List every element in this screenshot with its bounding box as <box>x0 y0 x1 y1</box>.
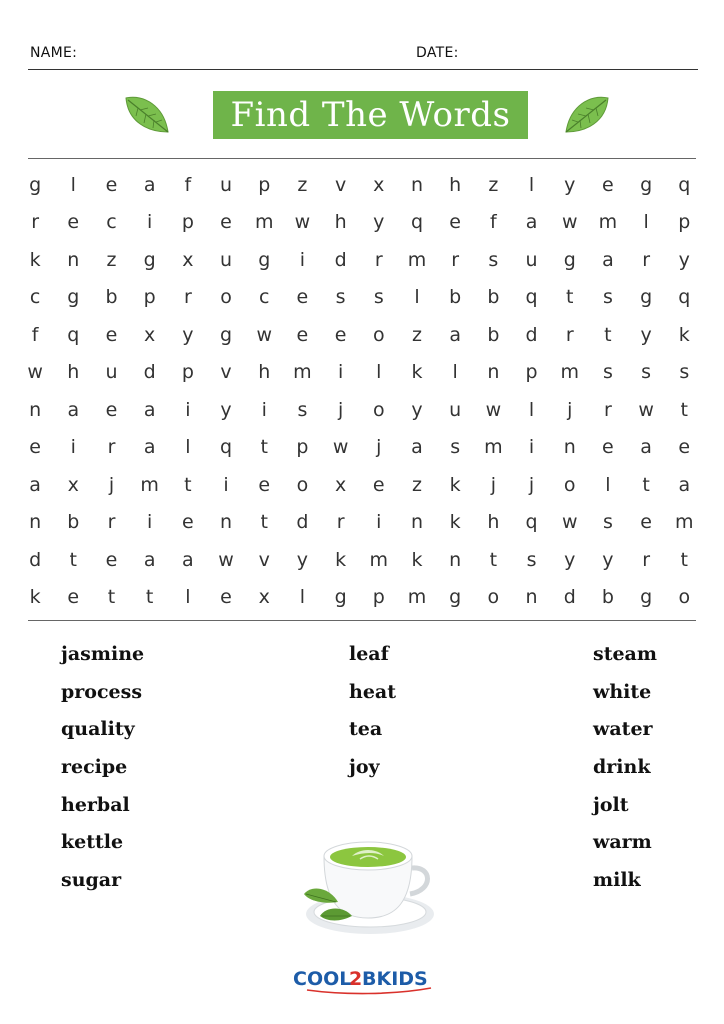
grid-letter: f <box>31 323 39 346</box>
grid-letter: s <box>526 548 537 571</box>
grid-letter: r <box>31 211 39 234</box>
grid-letter: g <box>449 586 462 609</box>
grid-letter: n <box>487 361 500 384</box>
grid-row <box>16 466 706 504</box>
grid-letter: a <box>449 323 461 346</box>
grid-letter: y <box>678 248 690 271</box>
grid-letter: e <box>105 323 118 346</box>
grid-letter: l <box>299 586 306 609</box>
grid-letter: m <box>560 361 579 384</box>
grid-letter: w <box>27 361 43 384</box>
grid-letter: l <box>414 286 420 309</box>
grid-letter: w <box>218 548 234 571</box>
word-search-grid <box>16 166 706 616</box>
grid-row <box>16 166 706 204</box>
grid-letter: d <box>296 511 309 534</box>
word-list-item: leaf <box>349 643 389 665</box>
grid-letter: p <box>372 586 385 609</box>
grid-letter: u <box>220 248 233 271</box>
grid-letter: z <box>411 473 422 496</box>
grid-letter: h <box>334 211 347 234</box>
grid-letter: l <box>605 473 611 496</box>
grid-letter: e <box>67 211 80 234</box>
grid-letter: i <box>223 473 229 496</box>
grid-letter: f <box>489 211 497 234</box>
grid-letter: d <box>525 323 538 346</box>
grid-letter: l <box>185 436 191 459</box>
grid-letter: t <box>680 548 688 571</box>
grid-letter: q <box>678 286 691 309</box>
word-list-item: tea <box>349 718 383 741</box>
grid-letter: i <box>261 398 267 421</box>
grid-letter: a <box>29 473 41 496</box>
leaf-icon-left <box>122 92 172 138</box>
grid-letter: r <box>565 323 574 346</box>
grid-letter: e <box>258 473 271 496</box>
grid-letter: k <box>29 248 41 271</box>
grid-letter: g <box>640 586 653 609</box>
leaf-icon-right <box>562 92 612 138</box>
grid-letter: l <box>643 211 649 234</box>
word-list-item: white <box>593 680 652 703</box>
grid-letter: x <box>182 248 194 271</box>
grid-letter: s <box>602 361 613 384</box>
grid-letter: k <box>411 361 423 384</box>
grid-letter: q <box>525 511 538 534</box>
grid-letter: n <box>525 586 538 609</box>
grid-letter: u <box>449 398 462 421</box>
grid-letter: h <box>67 361 80 384</box>
grid-letter: c <box>106 211 117 234</box>
grid-letter: w <box>256 323 272 346</box>
grid-letter: p <box>181 361 194 384</box>
grid-letter: j <box>490 473 496 496</box>
grid-letter: b <box>487 286 500 309</box>
grid-letter: r <box>336 511 345 534</box>
grid-letter: x <box>258 586 270 609</box>
grid-letter: l <box>376 361 382 384</box>
grid-letter: x <box>67 473 79 496</box>
grid-letter: m <box>140 473 159 496</box>
grid-letter: a <box>525 211 538 234</box>
grid-letter: k <box>335 548 347 571</box>
grid-letter: y <box>640 323 652 346</box>
grid-letter: j <box>567 398 573 421</box>
word-list-item: herbal <box>61 793 130 816</box>
grid-letter: i <box>147 511 153 534</box>
grid-row <box>16 391 706 429</box>
grid-letter: e <box>29 436 41 459</box>
grid-letter: p <box>143 286 156 309</box>
grid-letter: p <box>296 436 309 459</box>
grid-letter: l <box>528 398 535 421</box>
grid-letter: p <box>258 173 271 196</box>
header-line <box>28 45 698 70</box>
grid-letter: e <box>449 211 461 234</box>
grid-letter: u <box>220 173 233 196</box>
grid-letter: r <box>107 436 116 459</box>
word-list-item: milk <box>593 869 641 892</box>
grid-letter: a <box>67 398 80 421</box>
grid-letter: i <box>185 398 191 421</box>
grid-letter: o <box>678 586 691 609</box>
grid-letter: e <box>105 548 118 571</box>
grid-letter: w <box>332 436 349 459</box>
grid-letter: g <box>334 586 347 609</box>
grid-letter: d <box>334 248 347 271</box>
grid-row <box>16 354 706 392</box>
grid-letter: y <box>296 548 309 571</box>
grid-letter: p <box>181 211 194 234</box>
grid-letter: a <box>640 436 652 459</box>
grid-letter: b <box>105 286 118 309</box>
grid-letter: s <box>450 436 461 459</box>
grid-row <box>16 429 706 467</box>
grid-letter: m <box>598 211 618 234</box>
grid-letter: a <box>143 436 156 459</box>
grid-letter: e <box>678 436 691 459</box>
grid-letter: h <box>449 173 462 196</box>
grid-letter: e <box>105 398 118 421</box>
grid-letter: u <box>105 361 118 384</box>
grid-letter: v <box>258 548 270 571</box>
grid-letter: t <box>260 436 268 459</box>
grid-letter: c <box>29 286 41 309</box>
grid-letter: a <box>143 548 156 571</box>
grid-letter: s <box>679 361 690 384</box>
grid-bottom-rule <box>28 620 696 621</box>
grid-letter: r <box>642 248 650 271</box>
word-list-item: drink <box>593 756 651 779</box>
grid-letter: g <box>220 323 233 346</box>
grid-letter: i <box>147 211 153 234</box>
grid-row <box>16 241 706 279</box>
grid-letter: i <box>70 436 76 459</box>
grid-letter: w <box>294 211 311 234</box>
grid-letter: k <box>411 548 423 571</box>
grid-letter: y <box>220 398 232 421</box>
grid-row <box>16 504 706 542</box>
word-list-item: kettle <box>61 831 124 854</box>
grid-letter: a <box>182 548 194 571</box>
grid-letter: s <box>602 286 613 309</box>
grid-letter: m <box>407 586 427 609</box>
grid-letter: s <box>641 361 652 384</box>
name-label: NAME: <box>30 45 78 61</box>
grid-letter: l <box>452 361 458 384</box>
grid-letter: y <box>182 323 194 346</box>
grid-letter: w <box>638 398 654 421</box>
grid-letter: a <box>143 173 156 196</box>
grid-letter: v <box>334 173 347 196</box>
grid-letter: a <box>143 398 156 421</box>
word-list-item: jasmine <box>61 643 145 665</box>
grid-letter: e <box>220 211 232 234</box>
grid-letter: v <box>220 361 232 384</box>
grid-letter: e <box>640 511 652 534</box>
grid-letter: b <box>487 323 500 346</box>
grid-letter: s <box>297 398 308 421</box>
svg-text:2: 2 <box>349 968 363 990</box>
word-list-item: steam <box>593 643 657 665</box>
grid-letter: t <box>184 473 192 496</box>
grid-letter: k <box>29 586 41 609</box>
grid-letter: y <box>564 548 576 571</box>
word-list-item: warm <box>593 831 652 854</box>
grid-letter: e <box>602 173 614 196</box>
grid-letter: f <box>184 173 192 196</box>
grid-letter: r <box>451 248 460 271</box>
grid-letter: q <box>525 286 538 309</box>
grid-letter: a <box>602 248 614 271</box>
grid-letter: e <box>296 286 309 309</box>
grid-letter: g <box>29 173 42 196</box>
cool2bkids-logo <box>293 963 443 995</box>
word-list-item: recipe <box>61 756 128 779</box>
grid-letter: e <box>602 436 614 459</box>
grid-letter: t <box>680 398 688 421</box>
grid-letter: y <box>373 211 385 234</box>
grid-letter: g <box>258 248 271 271</box>
grid-letter: g <box>143 248 156 271</box>
grid-letter: n <box>67 248 80 271</box>
grid-letter: m <box>369 548 389 571</box>
date-label: DATE: <box>416 45 459 61</box>
grid-letter: m <box>675 511 694 534</box>
word-list-col3 <box>593 641 657 905</box>
grid-letter: s <box>488 248 499 271</box>
grid-letter: t <box>107 586 116 609</box>
word-list-item: quality <box>61 718 135 741</box>
grid-letter: k <box>678 323 690 346</box>
grid-letter: d <box>563 586 576 609</box>
grid-letter: b <box>67 511 80 534</box>
grid-letter: k <box>449 473 461 496</box>
grid-letter: a <box>678 473 691 496</box>
word-list-item: sugar <box>61 869 122 892</box>
grid-letter: m <box>407 248 427 271</box>
word-list-item: joy <box>349 756 380 779</box>
grid-letter: n <box>410 511 423 534</box>
grid-letter: x <box>144 323 156 346</box>
svg-text:COOL: COOL <box>293 968 352 990</box>
grid-letter: w <box>485 398 502 421</box>
grid-letter: g <box>563 248 576 271</box>
grid-letter: k <box>449 511 461 534</box>
word-list-item: process <box>61 680 143 703</box>
grid-letter: p <box>525 361 538 384</box>
grid-letter: p <box>678 211 691 234</box>
grid-letter: m <box>293 361 312 384</box>
grid-letter: m <box>254 211 274 234</box>
grid-letter: e <box>181 511 194 534</box>
grid-letter: o <box>220 286 232 309</box>
grid-row <box>16 204 706 242</box>
grid-letter: j <box>337 398 344 421</box>
grid-letter: m <box>484 436 503 459</box>
grid-letter: l <box>528 173 535 196</box>
grid-letter: n <box>29 398 42 421</box>
grid-letter: d <box>29 548 42 571</box>
grid-letter: t <box>489 548 498 571</box>
grid-letter: r <box>604 398 612 421</box>
grid-letter: w <box>561 211 578 234</box>
grid-letter: r <box>374 248 383 271</box>
grid-letter: g <box>67 286 80 309</box>
grid-letter: g <box>640 286 653 309</box>
grid-letter: r <box>107 511 116 534</box>
grid-letter: s <box>602 511 613 534</box>
grid-letter: y <box>564 173 576 196</box>
grid-letter: z <box>297 173 308 196</box>
grid-letter: b <box>601 586 614 609</box>
grid-letter: r <box>642 548 650 571</box>
word-list-col2 <box>349 641 396 792</box>
grid-letter: n <box>29 511 42 534</box>
grid-letter: u <box>525 248 538 271</box>
grid-top-rule <box>28 158 696 159</box>
grid-letter: x <box>373 173 385 196</box>
grid-letter: e <box>67 586 80 609</box>
grid-row <box>16 541 706 579</box>
grid-letter: n <box>563 436 576 459</box>
grid-letter: o <box>563 473 576 496</box>
grid-row <box>16 279 706 317</box>
grid-letter: w <box>561 511 578 534</box>
grid-letter: h <box>487 511 500 534</box>
grid-letter: x <box>334 473 347 496</box>
grid-letter: j <box>528 473 535 496</box>
matcha-cup-icon <box>290 832 440 942</box>
grid-letter: q <box>67 323 80 346</box>
svg-text:BKIDS: BKIDS <box>362 968 428 990</box>
grid-letter: y <box>602 548 614 571</box>
grid-row <box>16 316 706 354</box>
grid-letter: e <box>220 586 232 609</box>
grid-letter: t <box>565 286 574 309</box>
grid-letter: g <box>640 173 653 196</box>
grid-letter: o <box>372 323 385 346</box>
grid-letter: t <box>642 473 650 496</box>
grid-letter: j <box>376 436 382 459</box>
grid-letter: t <box>604 323 612 346</box>
grid-letter: t <box>69 548 77 571</box>
grid-letter: r <box>183 286 192 309</box>
grid-letter: n <box>410 173 423 196</box>
grid-letter: c <box>258 286 270 309</box>
grid-letter: o <box>487 586 500 609</box>
page-title: Find The Words <box>213 91 528 139</box>
grid-letter: l <box>185 586 191 609</box>
grid-letter: o <box>296 473 309 496</box>
grid-letter: a <box>411 436 423 459</box>
grid-letter: o <box>372 398 385 421</box>
grid-letter: z <box>411 323 422 346</box>
grid-letter: q <box>410 211 423 234</box>
grid-letter: d <box>143 361 156 384</box>
word-list-item: jolt <box>593 793 629 816</box>
grid-letter: q <box>678 173 691 196</box>
grid-letter: s <box>335 286 346 309</box>
grid-letter: h <box>258 361 271 384</box>
grid-letter: e <box>296 323 309 346</box>
grid-letter: i <box>299 248 306 271</box>
grid-letter: j <box>108 473 115 496</box>
grid-letter: e <box>105 173 118 196</box>
grid-letter: e <box>334 323 347 346</box>
word-list-item: water <box>593 718 653 741</box>
grid-letter: i <box>337 361 344 384</box>
grid-letter: i <box>528 436 535 459</box>
grid-letter: e <box>372 473 385 496</box>
grid-letter: z <box>488 173 499 196</box>
grid-letter: t <box>145 586 154 609</box>
grid-letter: z <box>106 248 117 271</box>
grid-letter: i <box>376 511 382 534</box>
grid-letter: s <box>373 286 384 309</box>
grid-letter: q <box>220 436 233 459</box>
word-list-item: heat <box>349 680 396 703</box>
grid-letter: n <box>220 511 233 534</box>
grid-letter: n <box>449 548 462 571</box>
grid-letter: y <box>411 398 423 421</box>
word-list-col1 <box>61 641 144 905</box>
grid-letter: l <box>70 173 76 196</box>
grid-letter: b <box>449 286 462 309</box>
grid-letter: t <box>260 511 268 534</box>
grid-row <box>16 579 706 617</box>
